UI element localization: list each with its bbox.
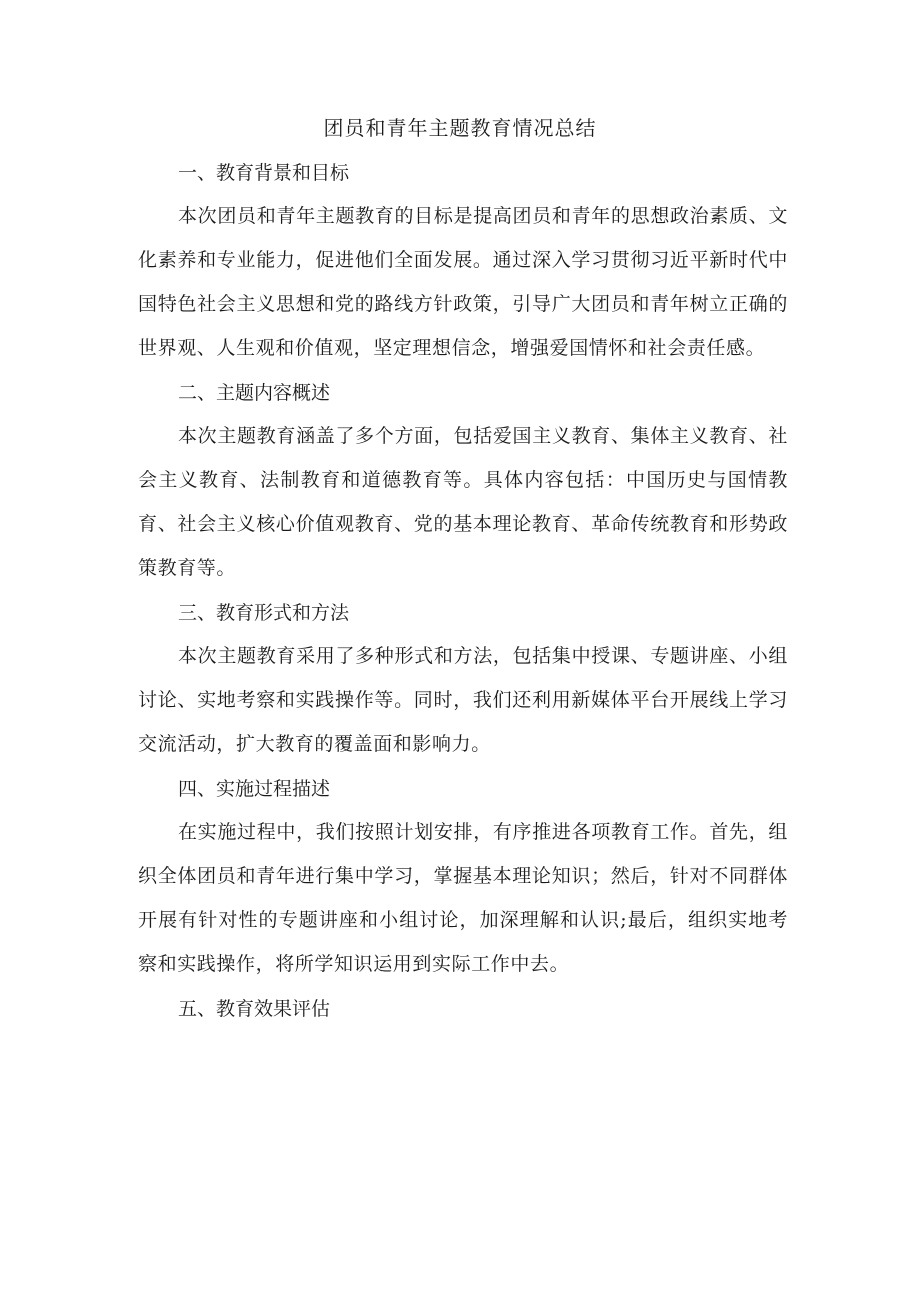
section-heading-5: 五、教育效果评估 (178, 998, 331, 1020)
section-heading-4: 四、实施过程描述 (178, 778, 331, 800)
section-paragraph-2: 本次主题教育涵盖了多个方面，包括爱国主义教育、集体主义教育、社会主义教育、法制教育和道德教育等。具体内容包括：中国历史与国情教育、社会主义核心价值观教育、党的基本理论教育、革命传统教育和形势政策教育等。 (138, 425, 788, 579)
section-heading-2: 二、主题内容概述 (178, 382, 331, 404)
section-heading-1: 一、教育背景和目标 (178, 162, 350, 184)
section-heading-3: 三、教育形式和方法 (178, 602, 350, 624)
section-paragraph-3: 本次主题教育采用了多种形式和方法，包括集中授课、专题讲座、小组讨论、实地考察和实践操作等。同时，我们还利用新媒体平台开展线上学习交流活动，扩大教育的覆盖面和影响力。 (138, 645, 788, 755)
section-paragraph-4: 在实施过程中，我们按照计划安排，有序推进各项教育工作。首先，组织全体团员和青年进行集中学习，掌握基本理论知识；然后，针对不同群体开展有针对性的专题讲座和小组讨论，加深理解和认识;最后，组织实地考察和实践操作，将所学知识运用到实际工作中去。 (138, 821, 788, 975)
document-title: 团员和青年主题教育情况总结 (323, 116, 597, 140)
section-paragraph-1: 本次团员和青年主题教育的目标是提高团员和青年的思想政治素质、文化素养和专业能力，促进他们全面发展。通过深入学习贯彻习近平新时代中国特色社会主义思想和党的路线方针政策，引导广大团员和青年树立正确的世界观、人生观和价值观，坚定理想信念，增强爱国情怀和社会责任感。 (138, 205, 788, 359)
document-body (138, 152, 788, 1030)
